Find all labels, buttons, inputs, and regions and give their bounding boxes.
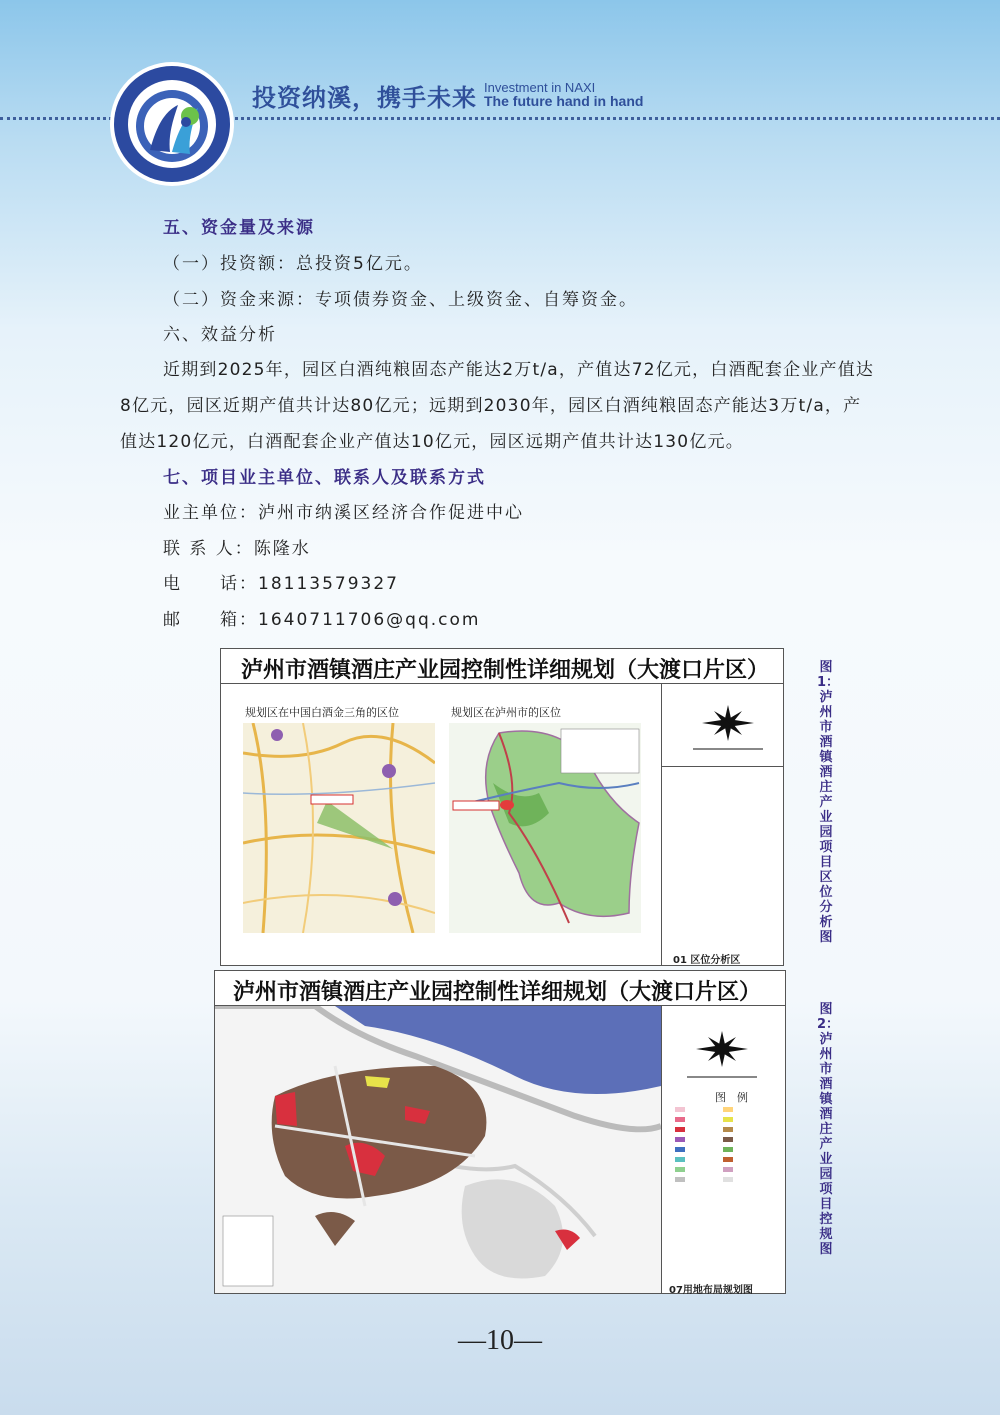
email-row (163, 609, 480, 631)
contact-label: 联 系 人： (163, 539, 254, 559)
benefit-paragraph-line1: 近期到2025年，园区白酒纯粮固态产能达2万t/a，产值达72亿元，白酒配套企业产值达 (163, 360, 875, 380)
section7-title: 七、项目业主单位、联系人及联系方式 (163, 468, 486, 488)
benefit-paragraph-line3: 值达120亿元，白酒配套企业产值达10亿元，园区远期产值共计达130亿元。 (120, 432, 744, 452)
contact-row (163, 538, 311, 560)
figure1-title: 泸州市酒镇酒庄产业园控制性详细规划（大渡口片区） (241, 658, 770, 683)
north-arrow-icon (683, 695, 773, 755)
owner-row (163, 502, 524, 524)
investment-amount: （一）投资额：总投资5亿元。 (163, 254, 423, 274)
figure1-caption: 图1：泸州市酒镇酒庄产业园项目区位分析图 (817, 660, 840, 945)
figure2-land-use-map (214, 970, 786, 1294)
logo-emblem (108, 60, 236, 188)
figure2-title: 泸州市酒镇酒庄产业园控制性详细规划（大渡口片区） (233, 980, 762, 1005)
section5-title: 五、资金量及来源 (163, 218, 315, 238)
funding-source: （二）资金来源：专项债券资金、上级资金、自筹资金。 (163, 290, 638, 310)
figure1-left-panel-title: 规划区在中国白酒金三角的区位 (245, 706, 399, 719)
luzhou-city-map (449, 723, 641, 933)
email-label: 邮 箱： (163, 610, 258, 630)
figure2-footer: 07用地布局规划图 (669, 1285, 753, 1296)
figure2-legend-swatches (671, 1105, 775, 1195)
owner-value: 泸州市纳溪区经济合作促进中心 (258, 503, 524, 523)
section6-title: 六、效益分析 (163, 325, 277, 345)
figure1-right-panel-title: 规划区在泸州市的区位 (451, 706, 561, 719)
figure2-legend-title: 图 例 (715, 1091, 748, 1104)
phone-value: 18113579327 (258, 574, 399, 594)
north-arrow-icon-2 (677, 1023, 767, 1083)
baijiu-triangle-map (243, 723, 435, 933)
owner-label: 业主单位： (163, 503, 258, 523)
figure2-caption: 图2：泸州市酒镇酒庄产业园项目控规图 (817, 1002, 840, 1257)
slogan-chinese: 投资纳溪，携手未来 (252, 84, 477, 112)
page-number: —10— (458, 1325, 542, 1356)
figure1-location-map (220, 648, 784, 966)
contact-value: 陈隆水 (253, 539, 311, 559)
slogan-english-line2: The future hand in hand (484, 93, 644, 109)
phone-label: 电 话： (163, 574, 258, 594)
email-value: 1640711706@qq.com (258, 610, 481, 630)
land-use-plan-map (215, 1006, 661, 1293)
figure1-footer: 01 区位分析区 (673, 955, 741, 966)
benefit-paragraph-line2: 8亿元，园区近期产值共计达80亿元；远期到2030年，园区白酒纯粮固态产能达3万t/a，产 (120, 396, 862, 416)
phone-row (163, 573, 399, 595)
slogan-english-line1: Investment in NAXI (484, 80, 596, 95)
